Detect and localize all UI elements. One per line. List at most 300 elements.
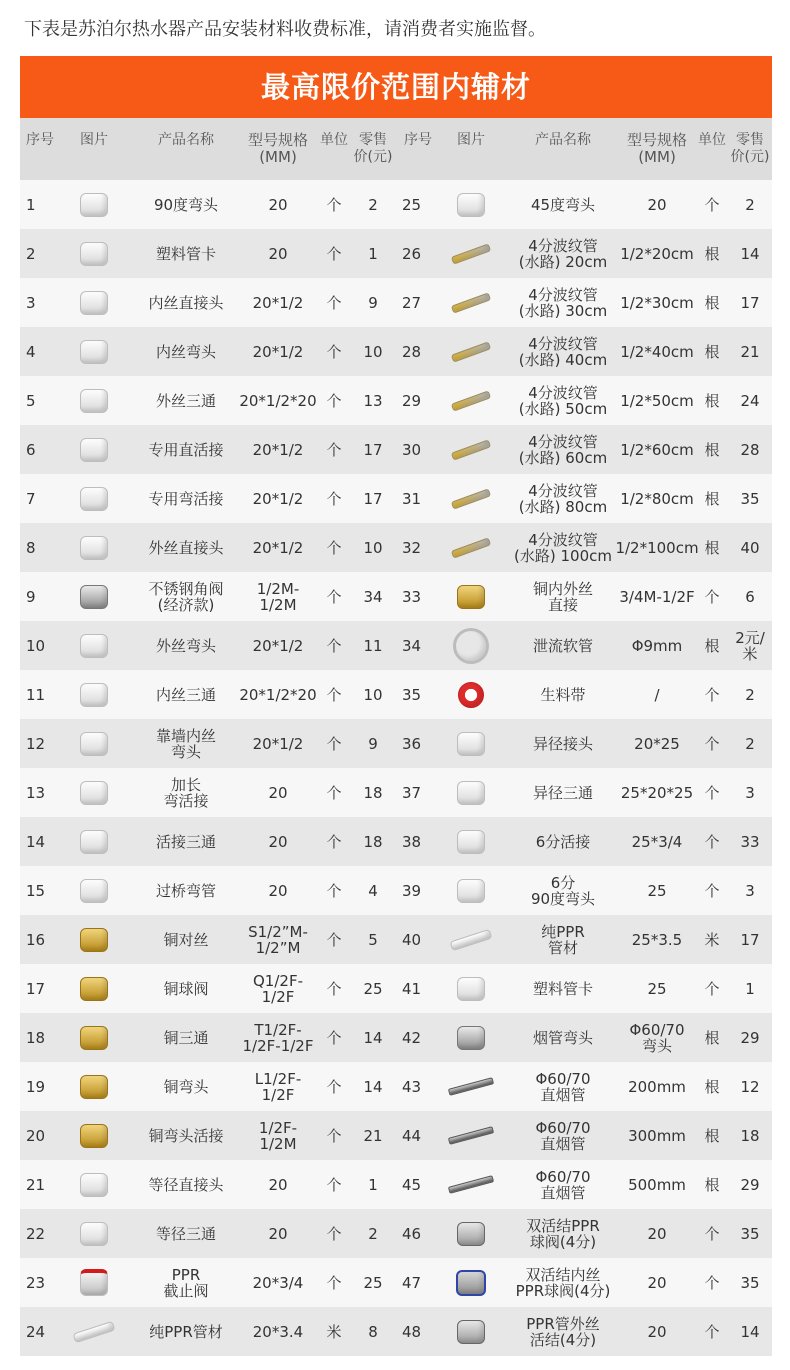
row-spec-line1: 300mm [628,1126,686,1145]
row-spec-line1: 20*3/4 [252,1273,304,1292]
row-name-line1: 等径直接头 [148,1175,224,1194]
thumb-frame [447,1266,495,1300]
row-price: 17 [740,293,760,312]
row-price: 18 [740,1126,760,1145]
row-spec-line1: 20 [268,1224,288,1243]
row-unit: 个 [326,1175,342,1194]
row-name-line2: 弯活接 [163,791,209,810]
row-no: 28 [402,342,422,361]
row-name-line2: 管材 [547,938,578,957]
row-image [434,719,508,768]
row-unit: 个 [326,587,342,606]
thumb-frame [447,923,495,957]
row-spec-line1: 20*3.4 [252,1322,304,1341]
ppr-pipe-icon [72,1320,115,1342]
row-spec [618,1013,696,1062]
sealing-tape-icon [458,682,484,708]
row-name-line1: 4分波纹管 [528,383,598,402]
row-name-line1: 4分波纹管 [528,481,598,500]
thumb-frame [447,580,495,614]
row-spec-line1: 20*1/2 [252,636,304,655]
table-row [20,425,396,474]
row-image [54,1062,134,1111]
row-spec-line1: 20 [647,1322,667,1341]
elbow-fitting-icon [457,193,485,217]
row-spec [618,572,696,621]
row-image [54,866,134,915]
row-name-line1: 6分 [550,873,576,892]
thumb-frame [70,1119,118,1153]
row-price: 28 [740,440,760,459]
table-row [20,229,396,278]
row-unit: 根 [704,1126,720,1145]
row-spec [238,327,318,376]
row-spec [238,523,318,572]
table-row [396,915,772,964]
row-name-line2: (水路) 60cm [518,448,608,467]
header-unit: 单位 [698,132,726,148]
row-name-line1: 外丝直接头 [148,538,224,557]
row-name [134,817,238,866]
flue-pipe-icon [448,1077,494,1096]
row-price: 2 [368,1224,378,1243]
row-price: 3 [745,881,755,900]
table-row [396,278,772,327]
table-row [396,1307,772,1356]
row-image [434,180,508,229]
thumb-frame [447,972,495,1006]
row-price: 10 [363,342,383,361]
left-table [20,118,396,1356]
row-price: 2 [745,195,755,214]
row-name [508,278,618,327]
row-name-line1: 内丝弯头 [155,342,216,361]
row-spec-line2: 1/2M [259,1134,297,1153]
row-spec [238,572,318,621]
wall-elbow-icon [80,732,108,756]
row-image [54,1160,134,1209]
row-no: 15 [26,881,46,900]
row-name [508,1160,618,1209]
row-name [134,1160,238,1209]
row-spec-line1: 1/2*100cm [615,538,699,557]
row-spec-line1: 20*1/2 [252,734,304,753]
flue-pipe-icon [448,1175,494,1194]
row-no: 31 [402,489,422,508]
row-name [134,327,238,376]
row-spec-line1: 20*1/2 [252,538,304,557]
thumb-frame [70,1266,118,1300]
row-spec [238,817,318,866]
row-price: 1 [368,1175,378,1194]
row-price: 25 [363,979,383,998]
row-name-line1: 铜三通 [163,1028,209,1047]
row-spec-line1: 1/2*80cm [620,489,694,508]
row-unit: 个 [704,734,720,753]
thumb-frame [70,727,118,761]
row-name [508,180,618,229]
thumb-frame [70,825,118,859]
row-no: 41 [402,979,422,998]
row-spec [238,1209,318,1258]
row-price: 21 [740,342,760,361]
angle-valve-icon [80,585,108,609]
row-image [54,768,134,817]
reducing-tee-icon [457,781,485,805]
table-row [396,719,772,768]
tee-fitting-icon [80,1222,108,1246]
row-spec [238,866,318,915]
row-name-line1: PPR管外丝 [526,1314,600,1333]
row-name [508,572,618,621]
row-name-line1: 靠墙内丝 [155,726,216,745]
row-spec-line1: 25*3.5 [631,930,683,949]
row-name-line1: 外丝弯头 [155,636,216,655]
row-no: 26 [402,244,422,263]
table-row [20,964,396,1013]
row-name [508,229,618,278]
row-image [434,817,508,866]
row-spec-line1: 20 [647,1224,667,1243]
row-name-line2: 活结(4分) [529,1330,597,1349]
row-name-line2: 弯头 [170,742,201,761]
table-row [396,817,772,866]
row-image [434,1160,508,1209]
table-row [396,768,772,817]
row-unit: 个 [704,1273,720,1292]
row-spec-line1: 20 [268,832,288,851]
table-header [396,118,772,180]
row-name [508,768,618,817]
row-price: 25 [363,1273,383,1292]
row-spec [238,1307,318,1356]
row-spec [618,1307,696,1356]
row-spec-line1: Q1/2F- [253,971,303,990]
row-image [54,670,134,719]
row-image [54,1307,134,1356]
row-name-line1: 90度弯头 [153,195,219,214]
union-connector-icon [457,830,485,854]
table-row [20,915,396,964]
row-no: 18 [26,1028,46,1047]
row-price: 4 [368,881,378,900]
intro-text: 下表是苏泊尔热水器产品安装材料收费标准，请消费者实施监督。 [24,19,546,40]
row-spec [618,376,696,425]
row-spec [238,1111,318,1160]
row-image [434,229,508,278]
row-name-line2: 直烟管 [540,1085,586,1104]
row-no: 17 [26,979,46,998]
row-spec-line1: 20*1/2 [252,342,304,361]
reducer-icon [457,732,485,756]
table-row [396,1111,772,1160]
row-spec [618,964,696,1013]
brass-union-icon [80,1124,108,1148]
row-spec-line1: 20 [647,1273,667,1292]
row-unit: 根 [704,538,720,557]
row-unit: 个 [326,1126,342,1145]
row-price: 2 [745,734,755,753]
row-price: 14 [740,1322,760,1341]
row-name [508,1209,618,1258]
row-name-line2: (水路) 20cm [518,252,608,271]
row-name [508,1013,618,1062]
row-name [134,621,238,670]
row-no: 38 [402,832,422,851]
thumb-frame [70,531,118,565]
thumb-frame [447,1021,495,1055]
row-spec [618,768,696,817]
row-spec [618,1111,696,1160]
row-name [134,474,238,523]
table-row [20,572,396,621]
row-image [54,1209,134,1258]
row-image [54,376,134,425]
row-name-line2: 截止阀 [163,1281,209,1300]
table-row [20,278,396,327]
row-image [434,327,508,376]
row-name-line1: 泄流软管 [532,636,593,655]
row-price: 8 [368,1322,378,1341]
row-no: 14 [26,832,46,851]
table-row [20,474,396,523]
row-name [134,1307,238,1356]
row-image [434,768,508,817]
row-price: 14 [363,1028,383,1047]
table-row [20,1013,396,1062]
header-price-line2: 价(元) [730,149,770,165]
table-row [396,670,772,719]
row-unit: 根 [704,440,720,459]
row-name [508,1307,618,1356]
header-no: 序号 [404,132,432,148]
brass-elbow-icon [80,1075,108,1099]
row-unit: 个 [704,195,720,214]
header-name: 产品名称 [535,132,591,148]
row-name-line1: 烟管弯头 [532,1028,593,1047]
corrugated-hose-icon [451,341,491,362]
row-no: 40 [402,930,422,949]
header-spec [238,118,318,180]
row-name-line1: 双活结PPR [526,1216,600,1235]
row-spec-line1: 25 [647,979,667,998]
thumb-frame [447,384,495,418]
table-row [20,1062,396,1111]
row-spec [618,817,696,866]
row-name-line1: PPR [171,1265,201,1284]
thumb-frame [447,776,495,810]
elbow-fitting-icon [80,193,108,217]
row-name [508,1258,618,1307]
row-unit: 个 [326,1273,342,1292]
row-image [434,670,508,719]
row-spec-line1: L1/2F- [254,1069,302,1088]
row-name-line1: 专用直活接 [148,440,224,459]
row-price: 35 [740,1224,760,1243]
row-name-line1: 4分波纹管 [528,285,598,304]
row-name [134,1209,238,1258]
row-name-line1: 加长 [170,775,201,794]
row-no: 23 [26,1273,46,1292]
row-no: 25 [402,195,422,214]
ball-valve-icon [80,977,108,1001]
thumb-frame [70,482,118,516]
row-spec [238,719,318,768]
row-no: 27 [402,293,422,312]
row-no: 24 [26,1322,46,1341]
row-spec-line2: 1/2F [261,1085,295,1104]
row-image [434,1258,508,1307]
row-spec [238,474,318,523]
row-spec-line1: 1/2*30cm [620,293,694,312]
row-spec [618,915,696,964]
row-name-line2: (水路) 50cm [518,399,608,418]
row-price: 6 [745,587,755,606]
row-image [54,1013,134,1062]
elbow-fitting-icon [80,634,108,658]
table-row [20,621,396,670]
row-spec-line1: 1/2M- [256,579,300,598]
table-row [20,817,396,866]
row-spec [618,278,696,327]
thumb-frame [70,1168,118,1202]
row-name [134,523,238,572]
header-price-line2: 价(元) [353,149,393,165]
pipe-clip-icon [80,242,108,266]
row-spec-line1: 20 [268,881,288,900]
row-image [54,278,134,327]
row-unit: 个 [326,930,342,949]
tee-fitting-icon [80,389,108,413]
corrugated-hose-icon [451,439,491,460]
row-unit: 个 [326,195,342,214]
thumb-frame [447,629,495,663]
row-spec [238,1160,318,1209]
table-row [20,866,396,915]
table-row [396,1160,772,1209]
row-name-line1: 生料带 [540,685,586,704]
table-row [396,621,772,670]
ppr-union-icon [457,1320,485,1344]
row-unit: 根 [704,1175,720,1194]
row-name [134,866,238,915]
thumb-frame [447,531,495,565]
row-no: 46 [402,1224,422,1243]
row-no: 6 [26,440,36,459]
row-name [508,670,618,719]
row-name [134,1062,238,1111]
row-no: 30 [402,440,422,459]
row-spec [238,278,318,327]
row-no: 45 [402,1175,422,1194]
row-price: 21 [363,1126,383,1145]
row-image [434,278,508,327]
row-unit: 个 [704,979,720,998]
row-unit: 个 [326,440,342,459]
table-row [20,376,396,425]
row-name-line1: 塑料管卡 [532,979,593,998]
table-row [396,1258,772,1307]
row-name [508,1111,618,1160]
row-no: 21 [26,1175,46,1194]
table-row [20,670,396,719]
row-image [54,915,134,964]
row-image [54,327,134,376]
row-spec-line1: Φ9mm [631,636,683,655]
thumb-frame [447,727,495,761]
row-spec-line1: 1/2*40cm [620,342,694,361]
row-no: 39 [402,881,422,900]
thumb-frame [70,335,118,369]
thumb-frame [70,580,118,614]
row-spec [618,1062,696,1111]
elbow-fitting-icon [457,879,485,903]
header-price [728,118,772,180]
row-spec [618,670,696,719]
straight-connector-icon [80,536,108,560]
thumb-frame [447,188,495,222]
thumb-frame [447,1217,495,1251]
row-no: 42 [402,1028,422,1047]
row-no: 32 [402,538,422,557]
row-no: 4 [26,342,36,361]
row-name-line2: (水路) 100cm [514,546,612,565]
row-name-line1: 45度弯头 [530,195,596,214]
flue-pipe-icon [448,1126,494,1145]
bridge-bend-icon [80,879,108,903]
row-spec-line1: 1/2*60cm [620,440,694,459]
row-no: 8 [26,538,36,557]
row-name-line2: (水路) 30cm [518,301,608,320]
row-unit: 根 [704,1028,720,1047]
row-spec-line1: 25*3/4 [631,832,683,851]
row-name [508,376,618,425]
row-name [134,425,238,474]
row-name-line1: 内丝直接头 [148,293,224,312]
brass-nipple-icon [80,928,108,952]
row-price: 24 [740,391,760,410]
row-unit: 个 [326,244,342,263]
row-unit: 个 [704,783,720,802]
row-name [134,572,238,621]
row-unit: 个 [326,1224,342,1243]
row-spec [238,425,318,474]
row-name [508,915,618,964]
thumb-frame [70,1217,118,1251]
row-name-line1: Φ60/70 [535,1118,591,1137]
row-image [54,474,134,523]
tee-union-icon [80,830,108,854]
row-name-line1: 铜球阀 [163,979,209,998]
row-unit: 根 [704,636,720,655]
row-name [508,1062,618,1111]
row-no: 5 [26,391,36,410]
corrugated-hose-icon [451,243,491,264]
row-image [54,817,134,866]
thumb-frame [70,1070,118,1104]
header-no: 序号 [26,132,54,148]
row-name-line1: 铜弯头 [163,1077,209,1096]
row-spec [238,376,318,425]
row-spec-line1: 25 [647,881,667,900]
row-name-line1: Φ60/70 [535,1069,591,1088]
header-unit: 单位 [320,132,348,148]
thumb-frame [447,237,495,271]
thumb-frame [70,1021,118,1055]
row-name-line2: PPR球阀(4分) [515,1281,611,1300]
row-no: 10 [26,636,46,655]
table-row [396,376,772,425]
